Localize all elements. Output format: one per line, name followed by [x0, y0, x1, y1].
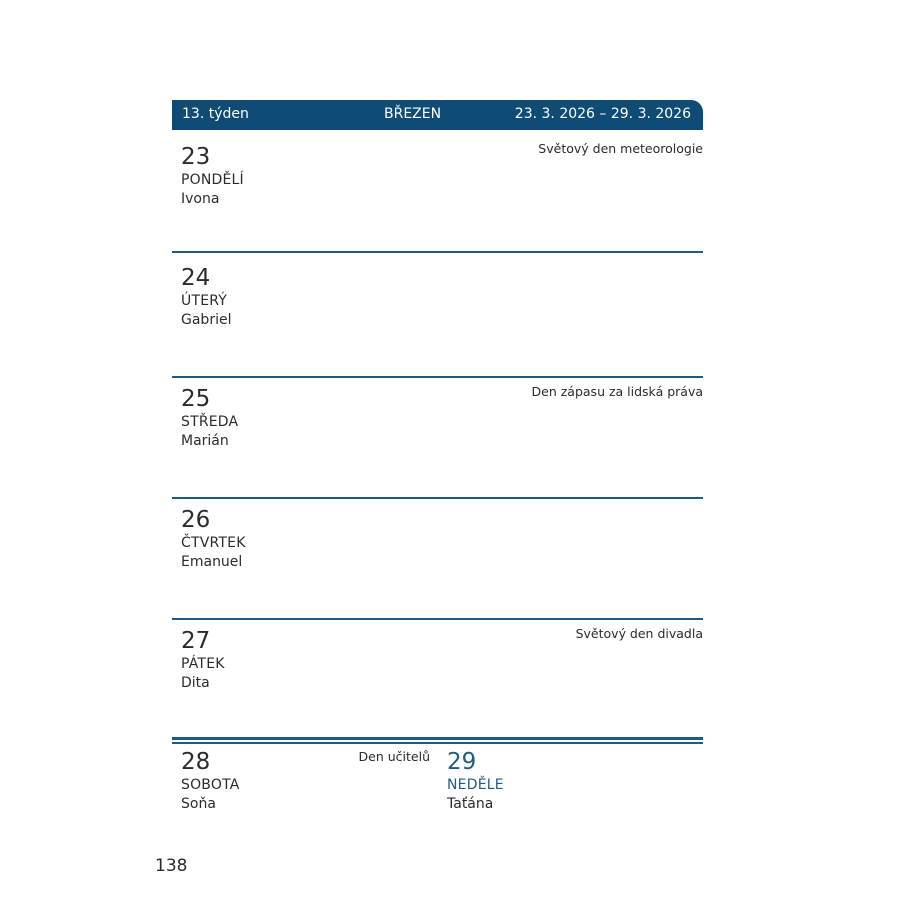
day-block-wednesday[interactable]	[172, 386, 703, 486]
day-block-thursday[interactable]	[172, 507, 703, 607]
name-day: Taťána	[447, 796, 494, 812]
name-day: Marián	[181, 433, 229, 449]
day-separator	[172, 376, 703, 378]
name-day: Soňa	[181, 796, 216, 812]
day-event: Den zápasu za lidská práva	[531, 384, 703, 399]
name-day: Emanuel	[181, 554, 243, 570]
month-name: BŘEZEN	[384, 106, 442, 122]
day-number: 26	[181, 507, 211, 533]
day-number: 25	[181, 386, 211, 412]
day-separator	[172, 497, 703, 499]
day-block-sunday[interactable]	[438, 749, 703, 819]
day-block-tuesday[interactable]	[172, 265, 703, 365]
day-separator	[172, 251, 703, 253]
day-event: Světový den divadla	[575, 626, 703, 641]
name-day: Dita	[181, 675, 210, 691]
day-name: PÁTEK	[181, 656, 225, 672]
day-separator	[172, 618, 703, 620]
page-number: 138	[155, 856, 188, 876]
day-number: 24	[181, 265, 211, 291]
weekend-separator-top	[172, 737, 703, 740]
day-name: ÚTERÝ	[181, 293, 228, 309]
day-number: 23	[181, 144, 211, 170]
week-number: 13. týden	[182, 106, 249, 122]
date-range: 23. 3. 2026 – 29. 3. 2026	[514, 106, 691, 122]
day-name: STŘEDA	[181, 414, 239, 430]
week-header	[172, 100, 703, 130]
day-number: 28	[181, 749, 211, 775]
day-name: SOBOTA	[181, 777, 240, 793]
day-block-saturday[interactable]	[172, 749, 432, 819]
day-number: 27	[181, 628, 211, 654]
day-number: 29	[447, 749, 477, 775]
day-event: Den učitelů	[358, 749, 430, 764]
day-name: NEDĚLE	[447, 777, 504, 793]
weekend-separator-bottom	[172, 742, 703, 744]
name-day: Ivona	[181, 191, 220, 207]
day-name: PONDĚLÍ	[181, 172, 244, 188]
day-event: Světový den meteorologie	[538, 141, 703, 156]
day-block-friday[interactable]	[172, 628, 703, 728]
day-block-monday[interactable]	[172, 141, 703, 244]
name-day: Gabriel	[181, 312, 232, 328]
day-name: ČTVRTEK	[181, 535, 246, 551]
